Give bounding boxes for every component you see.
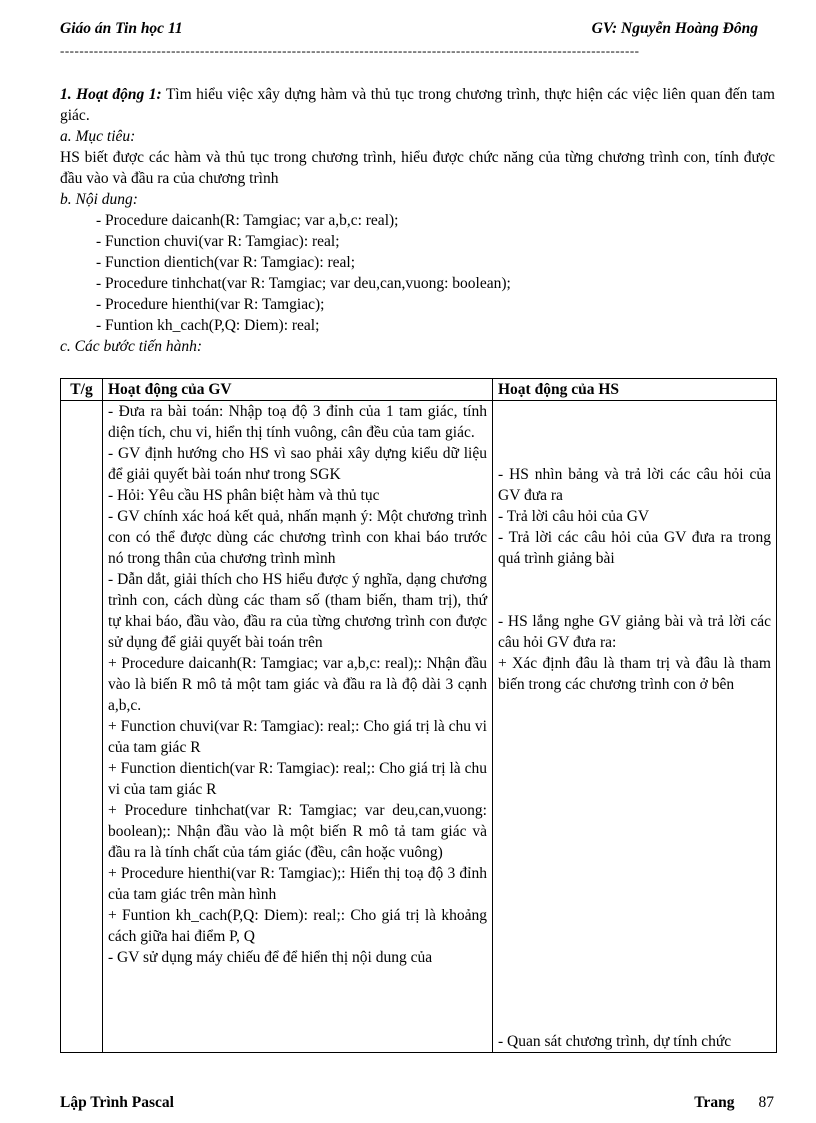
teacher-activity-item: - GV chính xác hoá kết quả, nhấn mạnh ý: Một chương trình con có thể được dùng các chương trình con khai báo trước nó trong thân của chương trình mình [108,508,487,567]
teacher-activity-item: + Function dientich(var R: Tamgiac): real;: Cho giá trị là chu vi của tam giác R [108,760,487,798]
table-header-row [61,379,777,401]
student-activity-item: - Quan sát chương trình, dự tính chức [498,1033,732,1050]
teacher-activity-item: + Procedure hienthi(var R: Tamgiac);: Hiển thị toạ độ 3 đỉnh của tam giác trên màn hình [108,865,487,903]
student-activity-item: - HS nhìn bảng và trả lời các câu hỏi của GV đưa ra [498,466,771,504]
code-line: - Funtion kh_cach(P,Q: Diem): real; [96,317,320,334]
student-activity-item: - Trả lời câu hỏi của GV [498,508,650,525]
footer-subject: Lập Trình Pascal [60,1094,174,1111]
goal-label: a. Mục tiêu: [60,128,136,145]
teacher-activity-item: - Dẫn dắt, giải thích cho HS hiểu được ý nghĩa, dạng chương trình con, cách dùng các tham số (tham biến, tham trị), thứ tự khai báo, đầu vào, đầu ra của từng chương trình con được sử dụng để giải quyết bài toán trên [108,571,487,651]
student-activity-cell [493,401,777,1053]
code-line: - Procedure tinhchat(var R: Tamgiac; var deu,can,vuong: boolean); [96,275,511,292]
footer-page [694,1094,774,1112]
teacher-activity-item: + Procedure daicanh(R: Tamgiac; var a,b,c: real);: Nhận đầu vào là biến R mô tả một tam giác và đầu ra là độ dài 3 cạnh a,b,c. [108,655,487,714]
teacher-activity-item: - Hỏi: Yêu cầu HS phân biệt hàm và thủ tục [108,487,380,504]
code-line: - Procedure daicanh(R: Tamgiac; var a,b,c: real); [96,212,399,229]
footer-page-number: 87 [758,1094,774,1111]
teacher-activity-cell [103,401,493,1053]
student-activity-item: + Xác định đâu là tham trị và đâu là tham biến trong các chương trình con ở bên [498,655,771,693]
activity-text: Tìm hiểu việc xây dựng hàm và thủ tục trong chương trình, thực hiện các việc liên quan đến tam giác. [60,86,775,124]
student-activity-item: - Trả lời các câu hỏi của GV đưa ra trong quá trình giảng bài [498,529,771,567]
column-header-teacher: Hoạt động của GV [103,379,493,401]
teacher-activity-item: - Đưa ra bài toán: Nhập toạ độ 3 đỉnh của 1 tam giác, tính diện tích, chu vi, hiển thị tính vuông, cân đều của tam giác. [108,403,487,441]
student-activity-item: - HS lắng nghe GV giảng bài và trả lời các câu hỏi GV đưa ra: [498,613,771,651]
lesson-intro [60,84,775,357]
header-teacher-name: GV: Nguyễn Hoàng Đông [591,20,758,37]
column-header-time: T/g [61,379,103,401]
header-course-title: Giáo án Tin học 11 [60,20,183,37]
steps-label: c. Các bước tiến hành: [60,338,202,355]
code-line: - Function dientich(var R: Tamgiac): real; [96,254,356,271]
footer-page-label: Trang [694,1094,735,1111]
teacher-activity-item: + Funtion kh_cach(P,Q: Diem): real;: Cho giá trị là khoảng cách giữa hai điểm P, Q [108,907,487,945]
table-row [61,401,777,1053]
column-header-student: Hoạt động của HS [493,379,777,401]
teacher-activity-item: + Function chuvi(var R: Tamgiac): real;: Cho giá trị là chu vi của tam giác R [108,718,487,756]
activity-table [60,378,777,1053]
activity-label: 1. Hoạt động 1: [60,86,162,103]
teacher-activity-item: - GV định hướng cho HS vì sao phải xây dựng kiểu dữ liệu để giải quyết bài toán như trong SGK [108,445,487,483]
goal-text: HS biết được các hàm và thủ tục trong chương trình, hiểu được chức năng của từng chương trình con, tính được đầu vào và đầu ra của chương trình [60,149,775,187]
activity-paragraph [60,84,775,126]
teacher-activity-item: - GV sử dụng máy chiếu để để hiển thị nội dung của [108,949,433,966]
code-line: - Function chuvi(var R: Tamgiac): real; [96,233,340,250]
time-cell [61,401,103,1053]
teacher-activity-item: + Procedure tinhchat(var R: Tamgiac; var deu,can,vuong: boolean);: Nhận đầu vào là một biến R mô tả tam giác và đầu ra là tính chất của tám giác (đều, cân hoặc vuông) [108,802,487,861]
header-dashed-rule: ------------------------------------------------------------------------------------------------------------------------ [60,44,640,58]
code-line: - Procedure hienthi(var R: Tamgiac); [96,296,325,313]
content-label: b. Nội dung: [60,191,138,208]
